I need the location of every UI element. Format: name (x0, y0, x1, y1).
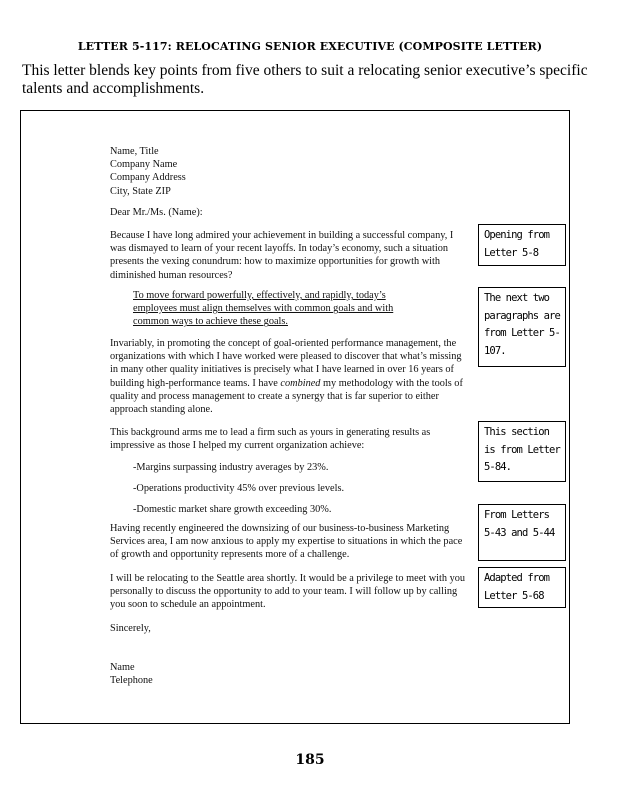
address-line: Company Name (110, 159, 178, 171)
paragraph-downsizing: Having recently engineered the downsizing of our business-to-business Marketing Services area, I am now anxious to apply my expertise to situations in which the pace of growth and opportunity represents more of a challenge. (110, 523, 463, 561)
p3-end: my methodology with the tools of quality and process management to create a synergy that is far superior to either approach standing alone. (110, 377, 463, 416)
paragraph-background: This background arms me to lead a firm such as yours in generating results as impressive as those I helped my current organization achieve: (110, 427, 431, 452)
paragraph-underlined: To move forward powerfully, effectively, and rapidly, today’s employees must align themselves with common goals and with common ways to achieve these goals. (133, 290, 394, 328)
address-line: City, State ZIP (110, 185, 171, 197)
salutation: Dear Mr./Ms. (Name): (110, 206, 203, 218)
letter-header (110, 145, 465, 219)
bullet-item: -Domestic market share growth exceeding 30%. (133, 504, 332, 515)
margin-note: This section is from Letter 5-84. (478, 421, 566, 482)
page-number: 185 (295, 752, 325, 768)
bullet-item: -Margins surpassing industry averages by 23%. (133, 462, 329, 473)
p3-emphasis: combined (280, 377, 321, 389)
margin-note: The next two paragraphs are from Letter 5-107. (478, 287, 566, 367)
bullet-item: -Operations productivity 45% over previous levels. (133, 483, 345, 494)
paragraph-opening: Because I have long admired your achievement in building a successful company, I was dismayed to learn of your recent layoffs. In today’s economy, such a situation presents the vexing conundrum: how to maximize opportunities for growth with diminished human resources? (110, 230, 454, 281)
page-heading: LETTER 5-117: RELOCATING SENIOR EXECUTIVE (COMPOSITE LETTER) (77, 40, 543, 53)
signature-name: Name (110, 662, 135, 673)
paragraph-relocating: I will be relocating to the Seattle area shortly. It would be a privilege to meet with you personally to discuss the opportunity to add to your team. I will follow up by calling you soon to schedule an appointment. (110, 573, 466, 611)
closing: Sincerely, (110, 623, 151, 634)
intro-text: This letter blends key points from five others to suit a relocating senior executive’s specific talents and accomplishments. (22, 62, 588, 97)
address-line: Name, Title (110, 146, 159, 157)
address-line: Company Address (110, 172, 186, 184)
paragraph-methodology (110, 337, 466, 416)
margin-note: Opening from Letter 5-8 (478, 224, 566, 266)
margin-note: Adapted from Letter 5-68 (478, 567, 566, 608)
p3-start: Invariably, in promoting the concept of goal-oriented performance management, the organizations with which I have worked were pleased to discover that what’s missing in many other quality initiatives is precisely what I have learned in over 16 years of building high-performance teams. I have (110, 338, 462, 389)
margin-note: From Letters 5-43 and 5-44 (478, 504, 566, 561)
signature-phone: Telephone (110, 675, 153, 687)
